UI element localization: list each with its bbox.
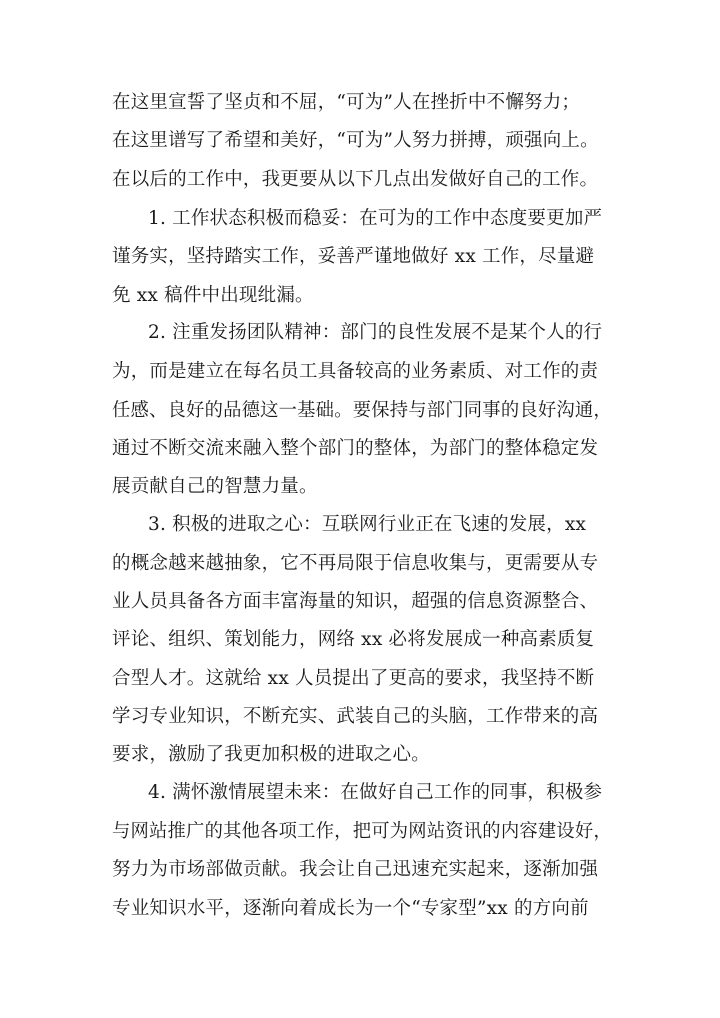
- text-line: 评论、组织、策划能力，网络 xx 必将发展成一种高素质复: [112, 629, 595, 650]
- text-line: 在以后的工作中，我更要从以下几点出发做好自己的工作。: [112, 169, 599, 190]
- text-line: 合型人才。这就给 xx 人员提出了更高的要求，我坚持不断: [112, 668, 595, 689]
- text-line: 努力为市场部做贡献。我会让自己迅速充实起来，逐渐加强: [112, 859, 599, 880]
- text-line: 谨务实，坚持踏实工作，妥善严谨地做好 xx 工作，尽量避: [112, 246, 595, 267]
- text-line: 学习专业知识，不断充实、武装自己的头脑，工作带来的高: [112, 706, 599, 727]
- text-line: 通过不断交流来融入整个部门的整体，为部门的整体稳定发: [112, 438, 599, 459]
- text-line: 要求，激励了我更加积极的进取之心。: [112, 744, 430, 765]
- list-item-heading: 1. 工作状态积极而稳妥：在可为的工作中态度要更加严: [148, 208, 603, 229]
- text-line: 的概念越来越抽象，它不再局限于信息收集与，更需要从专: [112, 553, 599, 574]
- text-line: 任感、良好的品德这一基础。要保持与部门同事的良好沟通，: [112, 400, 612, 421]
- text-line: 为，而是建立在每名员工具备较高的业务素质、对工作的责: [112, 361, 599, 382]
- text-line: 在这里宣誓了坚贞和不屈，“可为”人在挫折中不懈努力；: [112, 92, 581, 113]
- text-line: 免 xx 稿件中出现纰漏。: [112, 285, 314, 306]
- list-item-heading: 4. 满怀激情展望未来：在做好自己工作的同事，积极参: [148, 782, 603, 803]
- text-line: 在这里谱写了希望和美好，“可为”人努力拼搏，顽强向上。: [112, 130, 599, 151]
- list-item-heading: 2. 注重发扬团队精神：部门的良性发展不是某个人的行: [148, 322, 603, 343]
- text-line: 展贡献自己的智慧力量。: [112, 476, 318, 497]
- text-line: 与网站推广的其他各项工作，把可为网站资讯的内容建设好，: [112, 821, 612, 842]
- list-item-heading: 3. 积极的进取之心：互联网行业正在飞速的发展，xx: [148, 514, 587, 535]
- text-line: 业人员具备各方面丰富海量的知识，超强的信息资源整合、: [112, 591, 599, 612]
- text-line: 专业知识水平，逐渐向着成长为一个“专家型”xx 的方向前: [112, 898, 589, 919]
